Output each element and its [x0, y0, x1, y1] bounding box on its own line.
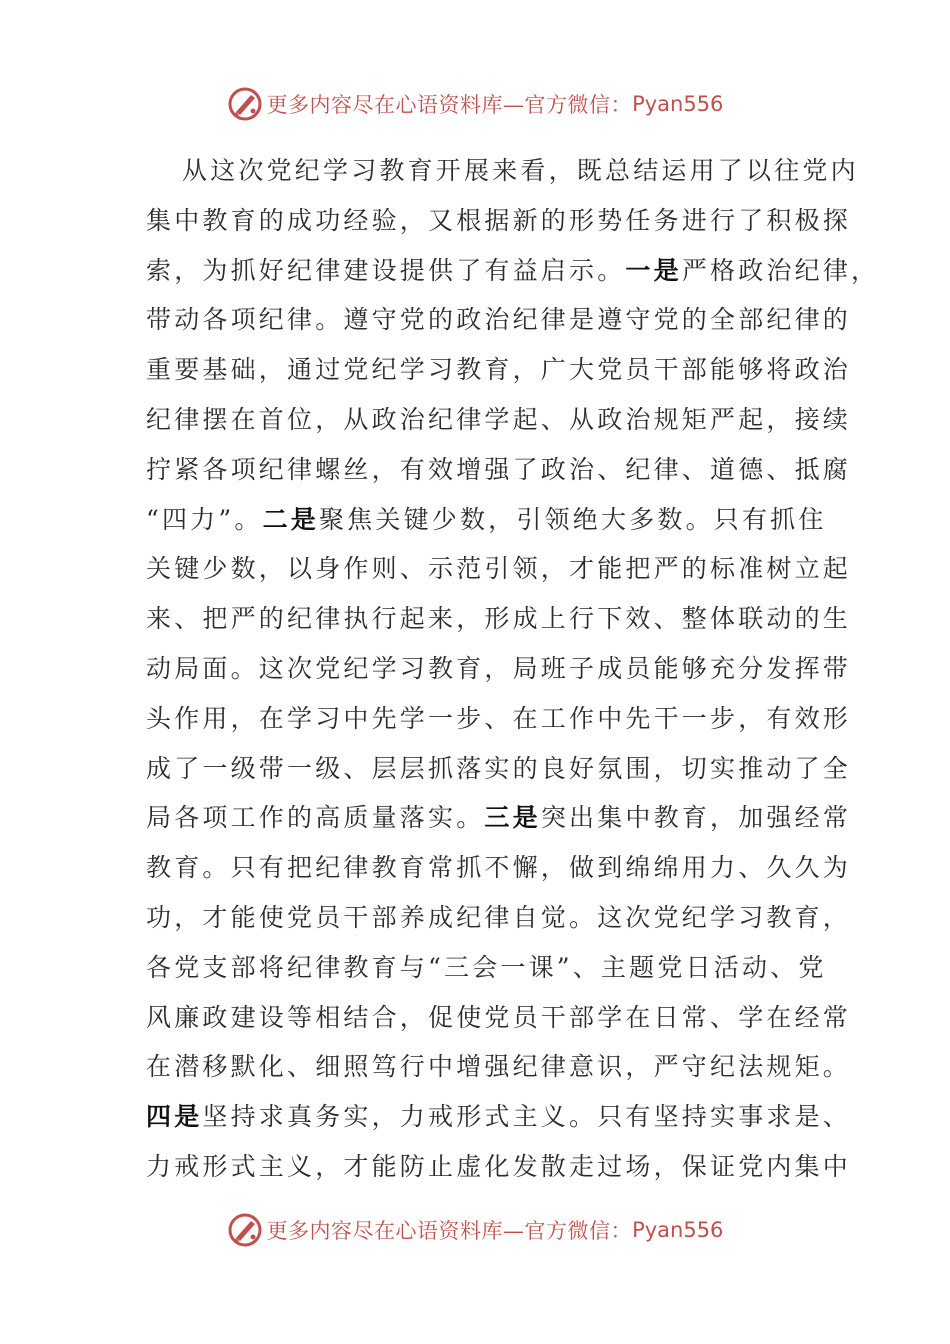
paragraph-line	[146, 1142, 852, 1192]
bold-lead-phrase: 一是	[625, 255, 682, 285]
paragraph-line	[146, 445, 852, 495]
text-segment: 风廉政建设等相结合，促使党员干部学在日常、学在经常	[146, 1002, 852, 1032]
text-segment: 从这次党纪学习教育开展来看，既总结运用了以往党内	[182, 156, 859, 185]
footer-watermark-banner	[0, 1210, 950, 1250]
text-segment: 力戒形式主义，才能防止虚化发散走过场，保证党内集中	[146, 1151, 852, 1181]
document-body	[146, 146, 880, 1192]
paragraph-line	[146, 246, 880, 296]
pen-seal-logo-icon	[227, 86, 263, 122]
paragraph-line	[146, 993, 852, 1043]
footer-wechat-id: Pyan556	[632, 1218, 724, 1242]
text-segment: 功，才能使党员干部养成纪律自觉。这次党纪学习教育，	[146, 902, 852, 932]
text-segment: 拧紧各项纪律螺丝，有效增强了政治、纪律、道德、抵腐	[146, 454, 852, 484]
paragraph-line	[146, 843, 852, 893]
paragraph-line	[146, 694, 852, 744]
text-segment: 重要基础，通过党纪学习教育，广大党员干部能够将政治	[146, 355, 852, 385]
paragraph-line	[146, 893, 852, 943]
text-segment: 坚持求真务实，力戒形式主义。只有坚持实事求是、	[202, 1102, 852, 1132]
text-segment: 成了一级带一级、层层抓落实的良好氛围，切实推动了全	[146, 753, 852, 783]
paragraph-line	[146, 295, 852, 345]
text-segment: 突出集中教育，加强经常	[540, 803, 852, 833]
text-segment: 教育。只有把纪律教育常抓不懈，做到绵绵用力、久久为	[146, 853, 852, 883]
paragraph-line	[146, 644, 852, 694]
text-segment: 来、把严的纪律执行起来，形成上行下效、整体联动的生	[146, 604, 852, 634]
text-segment: 在潜移默化、细照笃行中增强纪律意识，严守纪法规矩。	[146, 1052, 852, 1082]
text-segment: 严格政治纪律，	[681, 255, 880, 285]
paragraph-line	[146, 1042, 852, 1092]
paragraph-line	[146, 495, 827, 545]
paragraph-line	[146, 744, 852, 794]
text-segment: 聚焦关键少数，引领绝大多数。只有抓住	[318, 504, 827, 534]
text-segment: 索，为抓好纪律建设提供了有益启示。	[146, 255, 626, 285]
footer-promo-text: 更多内容尽在心语资料库—官方微信：	[266, 1219, 633, 1243]
paragraph-line	[146, 1092, 852, 1142]
paragraph-line	[146, 395, 852, 445]
text-segment: 纪律摆在首位，从政治纪律学起、从政治规矩严起，接续	[146, 404, 852, 434]
text-segment: “四力”。	[146, 504, 263, 534]
paragraph-line	[146, 544, 852, 594]
text-segment: 动局面。这次党纪学习教育，局班子成员能够充分发挥带	[146, 653, 852, 683]
pen-seal-logo-icon	[227, 1212, 263, 1248]
text-segment: 带动各项纪律。遵守党的政治纪律是遵守党的全部纪律的	[146, 305, 852, 335]
paragraph-line	[146, 943, 827, 993]
header-promo-text: 更多内容尽在心语资料库—官方微信：	[266, 93, 633, 117]
paragraph-line	[146, 345, 852, 395]
text-segment: 头作用，在学习中先学一步、在工作中先干一步，有效形	[146, 703, 852, 733]
bold-lead-phrase: 三是	[484, 803, 541, 833]
bold-lead-phrase: 四是	[146, 1102, 203, 1132]
paragraph-line	[146, 146, 859, 196]
paragraph-line	[146, 793, 852, 843]
bold-lead-phrase: 二是	[262, 504, 319, 534]
text-segment: 各党支部将纪律教育与“三会一课”、主题党日活动、党	[146, 952, 827, 982]
text-segment: 局各项工作的高质量落实。	[146, 803, 485, 833]
header-wechat-id: Pyan556	[632, 92, 724, 116]
text-segment: 关键少数，以身作则、示范引领，才能把严的标准树立起	[146, 554, 852, 584]
header-watermark-banner	[0, 84, 950, 124]
paragraph-line	[146, 594, 852, 644]
paragraph-line	[146, 196, 852, 246]
text-segment: 集中教育的成功经验，又根据新的形势任务进行了积极探	[146, 205, 852, 235]
